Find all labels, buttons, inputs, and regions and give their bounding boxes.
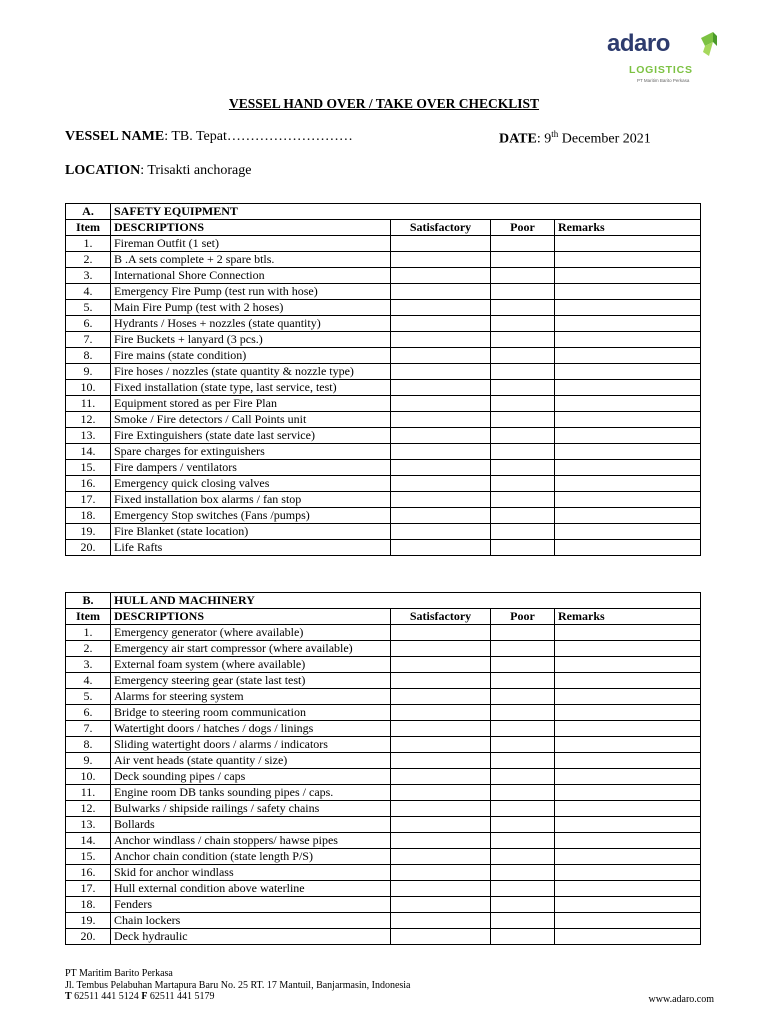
remarks-cell[interactable] [555, 897, 701, 913]
item-description: Sliding watertight doors / alarms / indicators [111, 737, 391, 753]
logo-company: PT Maritim Barito Perkasa [637, 78, 690, 83]
poor-cell[interactable] [491, 849, 555, 865]
poor-cell[interactable] [491, 833, 555, 849]
footer-company: PT Maritim Barito Perkasa [65, 968, 173, 979]
col-item-header: Item [66, 609, 111, 625]
satisfactory-cell[interactable] [391, 721, 491, 737]
satisfactory-cell[interactable] [391, 316, 491, 332]
remarks-cell[interactable] [555, 913, 701, 929]
table-row [66, 929, 701, 945]
fax-value: 62511 441 5179 [147, 991, 215, 1002]
phone-label: T [65, 991, 72, 1002]
safety-equipment-body [66, 204, 701, 556]
item-description: Chain lockers [111, 913, 391, 929]
remarks-cell[interactable] [555, 252, 701, 268]
remarks-cell[interactable] [555, 673, 701, 689]
item-number: 6. [66, 705, 111, 721]
item-number: 5. [66, 300, 111, 316]
poor-cell[interactable] [491, 236, 555, 252]
poor-cell[interactable] [491, 412, 555, 428]
item-number: 6. [66, 316, 111, 332]
item-number: 9. [66, 364, 111, 380]
remarks-cell[interactable] [555, 396, 701, 412]
item-description: Emergency Fire Pump (test run with hose) [111, 284, 391, 300]
item-number: 11. [66, 396, 111, 412]
satisfactory-cell[interactable] [391, 348, 491, 364]
table-row [66, 460, 701, 476]
poor-cell[interactable] [491, 817, 555, 833]
table-row [66, 364, 701, 380]
remarks-cell[interactable] [555, 380, 701, 396]
vessel-name-line [65, 129, 353, 145]
item-number: 18. [66, 897, 111, 913]
satisfactory-cell[interactable] [391, 492, 491, 508]
item-description: Emergency steering gear (state last test) [111, 673, 391, 689]
item-description: Watertight doors / hatches / dogs / linings [111, 721, 391, 737]
item-description: Fixed installation (state type, last service, test) [111, 380, 391, 396]
logo-wordmark: adaro [607, 30, 670, 57]
satisfactory-cell[interactable] [391, 268, 491, 284]
fax-label: F [141, 991, 148, 1002]
poor-cell[interactable] [491, 753, 555, 769]
satisfactory-cell[interactable] [391, 508, 491, 524]
satisfactory-cell[interactable] [391, 737, 491, 753]
col-desc-header: DESCRIPTIONS [111, 220, 391, 236]
table-row [66, 492, 701, 508]
table-row [66, 252, 701, 268]
satisfactory-cell[interactable] [391, 284, 491, 300]
leaf-icon [697, 30, 719, 60]
remarks-cell[interactable] [555, 364, 701, 380]
footer-website: www.adaro.com [648, 994, 714, 1005]
table-row [66, 705, 701, 721]
poor-cell[interactable] [491, 881, 555, 897]
satisfactory-cell[interactable] [391, 396, 491, 412]
item-number: 17. [66, 881, 111, 897]
poor-cell[interactable] [491, 268, 555, 284]
item-description: Bridge to steering room communication [111, 705, 391, 721]
satisfactory-cell[interactable] [391, 641, 491, 657]
column-header-row [66, 609, 701, 625]
col-satisfactory-header: Satisfactory [391, 220, 491, 236]
col-remarks-header: Remarks [555, 220, 701, 236]
poor-cell[interactable] [491, 673, 555, 689]
date-suffix: th [551, 129, 559, 139]
table-row [66, 540, 701, 556]
table-row [66, 657, 701, 673]
date-label: DATE [499, 131, 537, 147]
satisfactory-cell[interactable] [391, 540, 491, 556]
remarks-cell[interactable] [555, 300, 701, 316]
vessel-name-value: : TB. Tepat……………………… [164, 129, 353, 144]
remarks-cell[interactable] [555, 817, 701, 833]
poor-cell[interactable] [491, 785, 555, 801]
item-number: 11. [66, 785, 111, 801]
table-row [66, 268, 701, 284]
section-header-row [66, 593, 701, 609]
item-description: Fire Buckets + lanyard (3 pcs.) [111, 332, 391, 348]
satisfactory-cell[interactable] [391, 444, 491, 460]
table-row [66, 897, 701, 913]
remarks-cell[interactable] [555, 689, 701, 705]
table-row [66, 801, 701, 817]
footer [65, 968, 411, 1003]
poor-cell[interactable] [491, 284, 555, 300]
remarks-cell[interactable] [555, 705, 701, 721]
poor-cell[interactable] [491, 300, 555, 316]
date-line [499, 129, 651, 148]
item-number: 20. [66, 929, 111, 945]
location-line [65, 163, 251, 179]
table-row [66, 300, 701, 316]
table-row [66, 380, 701, 396]
item-number: 17. [66, 492, 111, 508]
item-number: 1. [66, 625, 111, 641]
poor-cell[interactable] [491, 929, 555, 945]
poor-cell[interactable] [491, 460, 555, 476]
item-description: Smoke / Fire detectors / Call Points unit [111, 412, 391, 428]
vessel-name-label: VESSEL NAME [65, 129, 165, 144]
item-description: Main Fire Pump (test with 2 hoses) [111, 300, 391, 316]
item-description: Fire mains (state condition) [111, 348, 391, 364]
item-description: Spare charges for extinguishers [111, 444, 391, 460]
remarks-cell[interactable] [555, 444, 701, 460]
poor-cell[interactable] [491, 348, 555, 364]
table-row [66, 865, 701, 881]
section-title: SAFETY EQUIPMENT [111, 204, 701, 220]
poor-cell[interactable] [491, 332, 555, 348]
remarks-cell[interactable] [555, 412, 701, 428]
table-row [66, 881, 701, 897]
item-description: B .A sets complete + 2 spare btls. [111, 252, 391, 268]
item-number: 10. [66, 769, 111, 785]
item-number: 14. [66, 444, 111, 460]
item-description: Deck sounding pipes / caps [111, 769, 391, 785]
satisfactory-cell[interactable] [391, 801, 491, 817]
remarks-cell[interactable] [555, 657, 701, 673]
item-number: 4. [66, 673, 111, 689]
remarks-cell[interactable] [555, 348, 701, 364]
item-number: 15. [66, 460, 111, 476]
poor-cell[interactable] [491, 801, 555, 817]
poor-cell[interactable] [491, 492, 555, 508]
item-description: Bollards [111, 817, 391, 833]
satisfactory-cell[interactable] [391, 753, 491, 769]
table-row [66, 476, 701, 492]
section-title: HULL AND MACHINERY [111, 593, 701, 609]
item-number: 3. [66, 657, 111, 673]
logo-division: LOGISTICS [629, 64, 693, 76]
item-number: 20. [66, 540, 111, 556]
remarks-cell[interactable] [555, 801, 701, 817]
date-day: : 9 [536, 131, 552, 147]
poor-cell[interactable] [491, 705, 555, 721]
remarks-cell[interactable] [555, 236, 701, 252]
remarks-cell[interactable] [555, 865, 701, 881]
satisfactory-cell[interactable] [391, 897, 491, 913]
remarks-cell[interactable] [555, 737, 701, 753]
item-number: 1. [66, 236, 111, 252]
satisfactory-cell[interactable] [391, 673, 491, 689]
hull-machinery-table [65, 592, 701, 945]
satisfactory-cell[interactable] [391, 769, 491, 785]
remarks-cell[interactable] [555, 833, 701, 849]
item-number: 8. [66, 737, 111, 753]
poor-cell[interactable] [491, 252, 555, 268]
remarks-cell[interactable] [555, 849, 701, 865]
item-description: Fixed installation box alarms / fan stop [111, 492, 391, 508]
satisfactory-cell[interactable] [391, 460, 491, 476]
item-description: External foam system (where available) [111, 657, 391, 673]
item-number: 7. [66, 332, 111, 348]
poor-cell[interactable] [491, 540, 555, 556]
col-desc-header: DESCRIPTIONS [111, 609, 391, 625]
poor-cell[interactable] [491, 769, 555, 785]
poor-cell[interactable] [491, 897, 555, 913]
col-remarks-header: Remarks [555, 609, 701, 625]
satisfactory-cell[interactable] [391, 913, 491, 929]
section-letter: B. [66, 593, 111, 609]
satisfactory-cell[interactable] [391, 657, 491, 673]
item-description: Bulwarks / shipside railings / safety chains [111, 801, 391, 817]
remarks-cell[interactable] [555, 428, 701, 444]
safety-equipment-table [65, 203, 701, 556]
item-description: Equipment stored as per Fire Plan [111, 396, 391, 412]
item-number: 19. [66, 524, 111, 540]
satisfactory-cell[interactable] [391, 817, 491, 833]
poor-cell[interactable] [491, 524, 555, 540]
satisfactory-cell[interactable] [391, 833, 491, 849]
poor-cell[interactable] [491, 364, 555, 380]
item-number: 12. [66, 412, 111, 428]
location-value: : Trisakti anchorage [140, 163, 252, 178]
item-number: 13. [66, 817, 111, 833]
col-poor-header: Poor [491, 220, 555, 236]
poor-cell[interactable] [491, 689, 555, 705]
poor-cell[interactable] [491, 444, 555, 460]
item-number: 19. [66, 913, 111, 929]
item-number: 2. [66, 252, 111, 268]
remarks-cell[interactable] [555, 769, 701, 785]
poor-cell[interactable] [491, 737, 555, 753]
remarks-cell[interactable] [555, 641, 701, 657]
item-number: 4. [66, 284, 111, 300]
item-description: Skid for anchor windlass [111, 865, 391, 881]
remarks-cell[interactable] [555, 540, 701, 556]
satisfactory-cell[interactable] [391, 236, 491, 252]
item-description: Fire dampers / ventilators [111, 460, 391, 476]
item-description: Fire hoses / nozzles (state quantity & nozzle type) [111, 364, 391, 380]
item-number: 9. [66, 753, 111, 769]
item-number: 16. [66, 476, 111, 492]
table-row [66, 428, 701, 444]
table-row [66, 348, 701, 364]
poor-cell[interactable] [491, 913, 555, 929]
item-number: 10. [66, 380, 111, 396]
remarks-cell[interactable] [555, 625, 701, 641]
col-poor-header: Poor [491, 609, 555, 625]
poor-cell[interactable] [491, 625, 555, 641]
item-description: Emergency quick closing valves [111, 476, 391, 492]
item-description: International Shore Connection [111, 268, 391, 284]
item-description: Hydrants / Hoses + nozzles (state quantity) [111, 316, 391, 332]
item-description: Fenders [111, 897, 391, 913]
table-row [66, 673, 701, 689]
footer-phone-fax [65, 991, 411, 1003]
table-row [66, 785, 701, 801]
satisfactory-cell[interactable] [391, 332, 491, 348]
table-row [66, 753, 701, 769]
satisfactory-cell[interactable] [391, 252, 491, 268]
satisfactory-cell[interactable] [391, 625, 491, 641]
hull-machinery-body [66, 593, 701, 945]
item-number: 5. [66, 689, 111, 705]
item-description: Emergency generator (where available) [111, 625, 391, 641]
remarks-cell[interactable] [555, 268, 701, 284]
table-row [66, 284, 701, 300]
table-row [66, 721, 701, 737]
remarks-cell[interactable] [555, 721, 701, 737]
satisfactory-cell[interactable] [391, 689, 491, 705]
remarks-cell[interactable] [555, 476, 701, 492]
phone-value: 62511 441 5124 [71, 991, 142, 1002]
poor-cell[interactable] [491, 721, 555, 737]
poor-cell[interactable] [491, 865, 555, 881]
item-description: Anchor chain condition (state length P/S) [111, 849, 391, 865]
item-number: 8. [66, 348, 111, 364]
remarks-cell[interactable] [555, 929, 701, 945]
item-number: 12. [66, 801, 111, 817]
satisfactory-cell[interactable] [391, 881, 491, 897]
table-row [66, 444, 701, 460]
item-description: Emergency air start compressor (where available) [111, 641, 391, 657]
table-row [66, 625, 701, 641]
item-number: 7. [66, 721, 111, 737]
table-row [66, 412, 701, 428]
satisfactory-cell[interactable] [391, 785, 491, 801]
poor-cell[interactable] [491, 641, 555, 657]
remarks-cell[interactable] [555, 753, 701, 769]
satisfactory-cell[interactable] [391, 300, 491, 316]
table-row [66, 737, 701, 753]
remarks-cell[interactable] [555, 460, 701, 476]
item-description: Fire Blanket (state location) [111, 524, 391, 540]
company-logo [607, 30, 722, 86]
item-description: Alarms for steering system [111, 689, 391, 705]
satisfactory-cell[interactable] [391, 380, 491, 396]
poor-cell[interactable] [491, 508, 555, 524]
remarks-cell[interactable] [555, 881, 701, 897]
item-description: Emergency Stop switches (Fans /pumps) [111, 508, 391, 524]
poor-cell[interactable] [491, 428, 555, 444]
table-row [66, 833, 701, 849]
table-row [66, 769, 701, 785]
item-number: 2. [66, 641, 111, 657]
satisfactory-cell[interactable] [391, 476, 491, 492]
item-number: 16. [66, 865, 111, 881]
footer-address: Jl. Tembus Pelabuhan Martapura Baru No. 25 RT. 17 Mantuil, Banjarmasin, Indonesia [65, 979, 411, 991]
item-number: 15. [66, 849, 111, 865]
location-label: LOCATION [65, 163, 141, 178]
col-satisfactory-header: Satisfactory [391, 609, 491, 625]
poor-cell[interactable] [491, 316, 555, 332]
document-title: VESSEL HAND OVER / TAKE OVER CHECKLIST [228, 96, 540, 111]
poor-cell[interactable] [491, 476, 555, 492]
item-number: 14. [66, 833, 111, 849]
remarks-cell[interactable] [555, 284, 701, 300]
table-row [66, 849, 701, 865]
remarks-cell[interactable] [555, 508, 701, 524]
table-row [66, 332, 701, 348]
remarks-cell[interactable] [555, 785, 701, 801]
satisfactory-cell[interactable] [391, 412, 491, 428]
poor-cell[interactable] [491, 657, 555, 673]
remarks-cell[interactable] [555, 332, 701, 348]
item-description: Deck hydraulic [111, 929, 391, 945]
column-header-row [66, 220, 701, 236]
table-row [66, 524, 701, 540]
satisfactory-cell[interactable] [391, 428, 491, 444]
satisfactory-cell[interactable] [391, 524, 491, 540]
section-header-row [66, 204, 701, 220]
table-row [66, 508, 701, 524]
item-description: Fireman Outfit (1 set) [111, 236, 391, 252]
satisfactory-cell[interactable] [391, 865, 491, 881]
item-description: Life Rafts [111, 540, 391, 556]
item-description: Anchor windlass / chain stoppers/ hawse pipes [111, 833, 391, 849]
remarks-cell[interactable] [555, 492, 701, 508]
poor-cell[interactable] [491, 380, 555, 396]
table-row [66, 641, 701, 657]
section-letter: A. [66, 204, 111, 220]
remarks-cell[interactable] [555, 316, 701, 332]
item-description: Fire Extinguishers (state date last service) [111, 428, 391, 444]
table-row [66, 396, 701, 412]
table-row [66, 817, 701, 833]
item-number: 3. [66, 268, 111, 284]
satisfactory-cell[interactable] [391, 705, 491, 721]
col-item-header: Item [66, 220, 111, 236]
remarks-cell[interactable] [555, 524, 701, 540]
satisfactory-cell[interactable] [391, 929, 491, 945]
table-row [66, 316, 701, 332]
table-row [66, 913, 701, 929]
poor-cell[interactable] [491, 396, 555, 412]
item-description: Hull external condition above waterline [111, 881, 391, 897]
table-row [66, 236, 701, 252]
satisfactory-cell[interactable] [391, 364, 491, 380]
table-row [66, 689, 701, 705]
item-number: 13. [66, 428, 111, 444]
item-number: 18. [66, 508, 111, 524]
item-description: Air vent heads (state quantity / size) [111, 753, 391, 769]
item-description: Engine room DB tanks sounding pipes / caps. [111, 785, 391, 801]
date-rest: December 2021 [558, 131, 651, 147]
satisfactory-cell[interactable] [391, 849, 491, 865]
